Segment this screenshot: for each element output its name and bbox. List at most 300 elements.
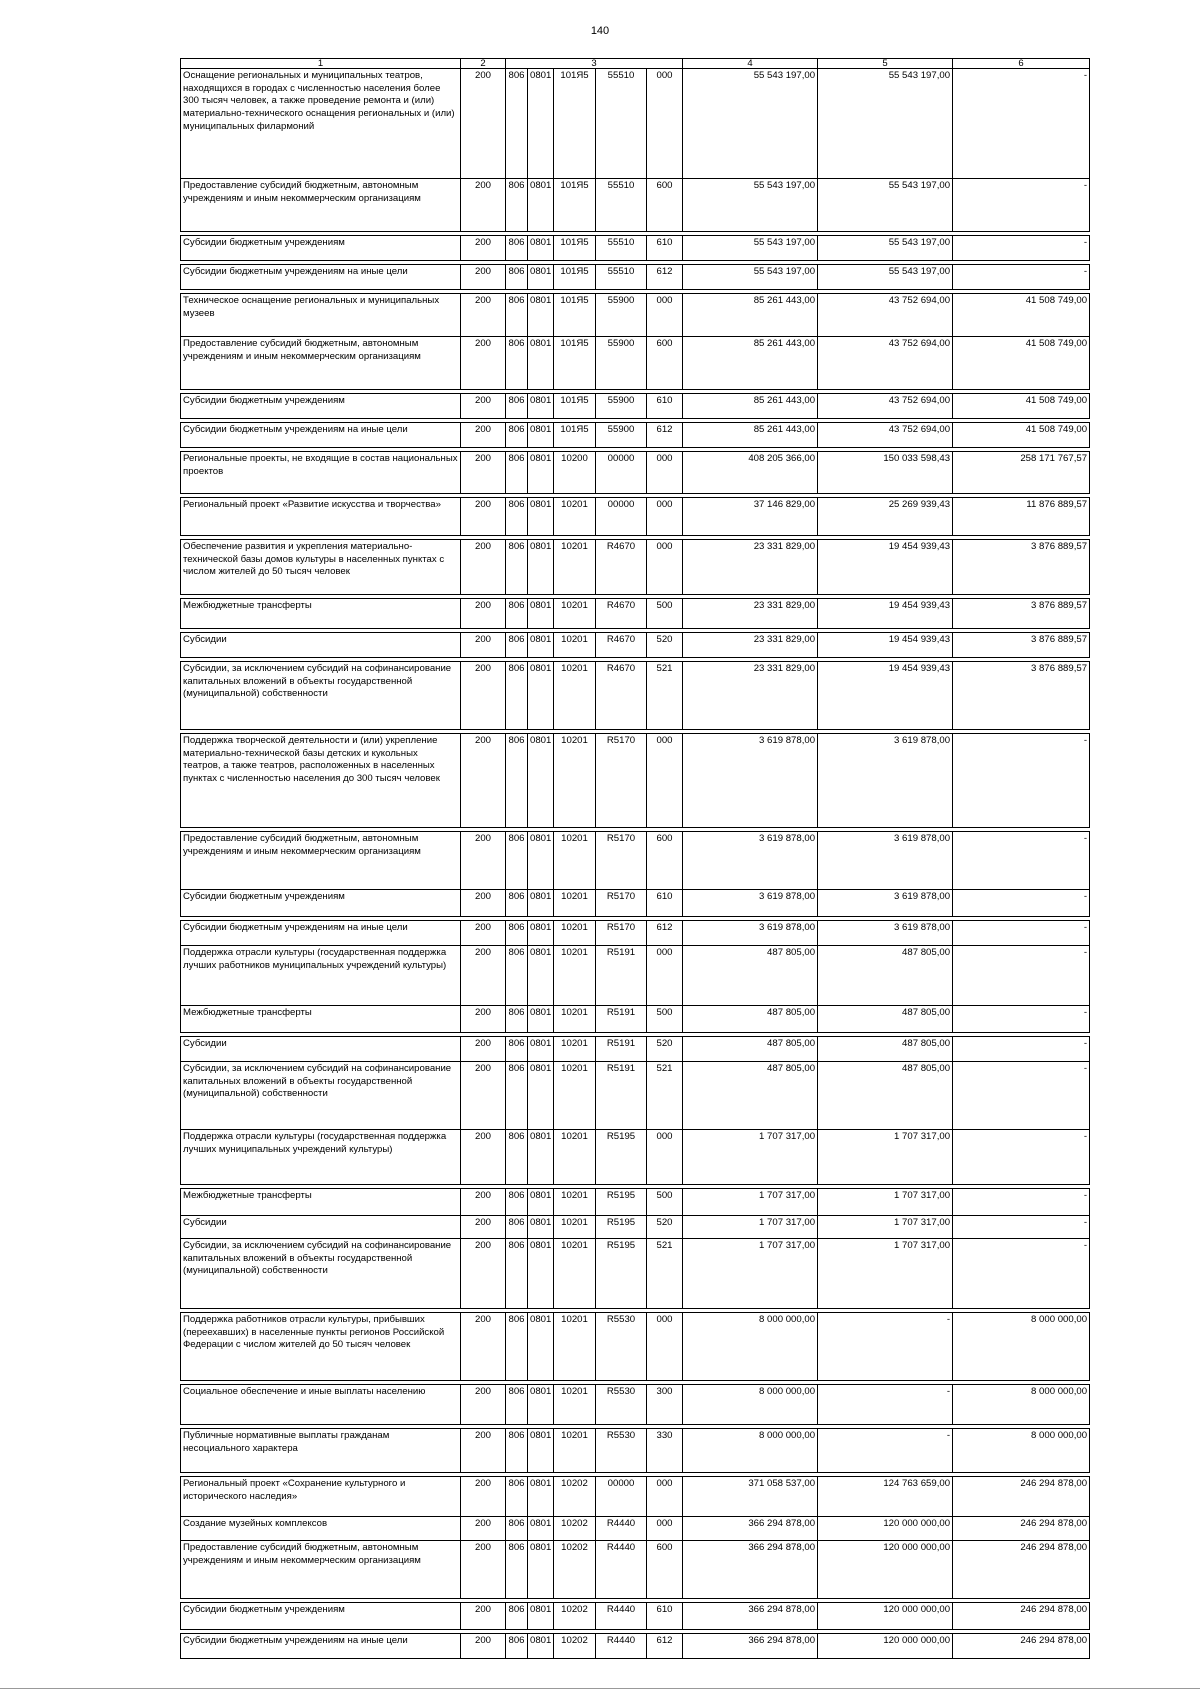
code-col2-cell: 200 <box>461 1037 506 1062</box>
code-col2-cell: 200 <box>461 1634 506 1659</box>
code-direction-cell: R4440 <box>596 1634 647 1659</box>
code-section-cell: 0801 <box>528 498 554 536</box>
table-row <box>181 1062 1090 1130</box>
code-section-cell: 0801 <box>528 890 554 917</box>
amount-col5-cell: 55 543 197,00 <box>818 236 953 261</box>
code-section-cell: 0801 <box>528 921 554 946</box>
code-section-cell: 0801 <box>528 337 554 390</box>
amount-col6-cell: - <box>953 946 1090 1006</box>
amount-col4-cell: 23 331 829,00 <box>683 540 818 595</box>
amount-col4-cell: 23 331 829,00 <box>683 662 818 730</box>
code-col2-cell: 200 <box>461 423 506 448</box>
item-name-cell: Субсидии бюджетным учреждениям <box>181 394 461 419</box>
code-ministry-cell: 806 <box>506 1517 528 1541</box>
code-expense-type-cell: 000 <box>647 1313 683 1381</box>
code-col2-cell: 200 <box>461 921 506 946</box>
amount-col6-cell: 41 508 749,00 <box>953 423 1090 448</box>
table-row <box>181 1239 1090 1309</box>
code-col2-cell: 200 <box>461 599 506 629</box>
code-ministry-cell: 806 <box>506 294 528 337</box>
amount-col5-cell: 487 805,00 <box>818 946 953 1006</box>
item-name-cell: Региональный проект «Сохранение культурного и исторического наследия» <box>181 1477 461 1517</box>
code-col2-cell: 200 <box>461 1006 506 1033</box>
table-row <box>181 1429 1090 1473</box>
code-program-cell: 10201 <box>554 1239 596 1309</box>
code-ministry-cell: 806 <box>506 921 528 946</box>
amount-col5-cell: 487 805,00 <box>818 1062 953 1130</box>
code-col2-cell: 200 <box>461 1603 506 1630</box>
code-direction-cell: R5530 <box>596 1429 647 1473</box>
code-ministry-cell: 806 <box>506 1037 528 1062</box>
code-direction-cell: R4670 <box>596 540 647 595</box>
amount-col4-cell: 1 707 317,00 <box>683 1239 818 1309</box>
amount-col6-cell: - <box>953 69 1090 179</box>
code-direction-cell: 00000 <box>596 498 647 536</box>
amount-col4-cell: 8 000 000,00 <box>683 1313 818 1381</box>
table-row <box>181 1634 1090 1659</box>
code-expense-type-cell: 520 <box>647 633 683 658</box>
code-section-cell: 0801 <box>528 1216 554 1239</box>
code-ministry-cell: 806 <box>506 69 528 179</box>
code-ministry-cell: 806 <box>506 1477 528 1517</box>
code-col2-cell: 200 <box>461 337 506 390</box>
code-direction-cell: R5530 <box>596 1313 647 1381</box>
code-ministry-cell: 806 <box>506 1541 528 1599</box>
table-row <box>181 1130 1090 1185</box>
table-row <box>181 179 1090 232</box>
header-cell-5: 5 <box>818 59 953 69</box>
code-program-cell: 101Я5 <box>554 423 596 448</box>
amount-col6-cell: - <box>953 1189 1090 1216</box>
amount-col4-cell: 55 543 197,00 <box>683 179 818 232</box>
code-expense-type-cell: 610 <box>647 890 683 917</box>
code-program-cell: 10201 <box>554 498 596 536</box>
table-row <box>181 1006 1090 1033</box>
table-row <box>181 662 1090 730</box>
item-name-cell: Предоставление субсидий бюджетным, автономным учреждениям и иным некоммерческим организациям <box>181 1541 461 1599</box>
amount-col6-cell: - <box>953 1130 1090 1185</box>
code-expense-type-cell: 000 <box>647 498 683 536</box>
code-section-cell: 0801 <box>528 633 554 658</box>
code-direction-cell: R5195 <box>596 1239 647 1309</box>
item-name-cell: Межбюджетные трансферты <box>181 599 461 629</box>
amount-col6-cell: 3 876 889,57 <box>953 599 1090 629</box>
item-name-cell: Субсидии бюджетным учреждениям на иные цели <box>181 921 461 946</box>
amount-col4-cell: 366 294 878,00 <box>683 1603 818 1630</box>
code-section-cell: 0801 <box>528 294 554 337</box>
code-direction-cell: 55510 <box>596 236 647 261</box>
code-program-cell: 10202 <box>554 1634 596 1659</box>
header-cell-4: 4 <box>683 59 818 69</box>
code-col2-cell: 200 <box>461 1189 506 1216</box>
table-row <box>181 337 1090 390</box>
code-ministry-cell: 806 <box>506 1239 528 1309</box>
amount-col6-cell: - <box>953 1216 1090 1239</box>
code-expense-type-cell: 612 <box>647 423 683 448</box>
code-direction-cell: R5170 <box>596 890 647 917</box>
amount-col6-cell: - <box>953 921 1090 946</box>
table-row <box>181 423 1090 448</box>
code-col2-cell: 200 <box>461 179 506 232</box>
amount-col4-cell: 85 261 443,00 <box>683 394 818 419</box>
code-ministry-cell: 806 <box>506 1429 528 1473</box>
amount-col5-cell: 3 619 878,00 <box>818 734 953 828</box>
table-row <box>181 1385 1090 1425</box>
code-ministry-cell: 806 <box>506 890 528 917</box>
code-program-cell: 10201 <box>554 1062 596 1130</box>
code-ministry-cell: 806 <box>506 946 528 1006</box>
amount-col5-cell: 120 000 000,00 <box>818 1517 953 1541</box>
code-program-cell: 10201 <box>554 921 596 946</box>
code-col2-cell: 200 <box>461 734 506 828</box>
code-program-cell: 10201 <box>554 890 596 917</box>
code-ministry-cell: 806 <box>506 1130 528 1185</box>
code-expense-type-cell: 000 <box>647 452 683 494</box>
code-section-cell: 0801 <box>528 423 554 448</box>
code-expense-type-cell: 520 <box>647 1216 683 1239</box>
code-section-cell: 0801 <box>528 179 554 232</box>
amount-col5-cell: 1 707 317,00 <box>818 1189 953 1216</box>
amount-col5-cell: 120 000 000,00 <box>818 1541 953 1599</box>
amount-col4-cell: 3 619 878,00 <box>683 921 818 946</box>
amount-col4-cell: 85 261 443,00 <box>683 294 818 337</box>
code-ministry-cell: 806 <box>506 1062 528 1130</box>
code-ministry-cell: 806 <box>506 662 528 730</box>
code-program-cell: 10202 <box>554 1541 596 1599</box>
code-expense-type-cell: 000 <box>647 1130 683 1185</box>
code-ministry-cell: 806 <box>506 337 528 390</box>
item-name-cell: Поддержка отрасли культуры (государственная поддержка лучших муниципальных учреждений культуры) <box>181 1130 461 1185</box>
table-row <box>181 599 1090 629</box>
code-section-cell: 0801 <box>528 69 554 179</box>
code-expense-type-cell: 521 <box>647 1239 683 1309</box>
code-col2-cell: 200 <box>461 662 506 730</box>
table-row <box>181 236 1090 261</box>
item-name-cell: Поддержка работников отрасли культуры, прибывших (переехавших) в населенные пункты регионов Российской Федерации с числом жителей до 50 тысяч человек <box>181 1313 461 1381</box>
code-section-cell: 0801 <box>528 1006 554 1033</box>
code-program-cell: 10200 <box>554 452 596 494</box>
item-name-cell: Социальное обеспечение и иные выплаты населению <box>181 1385 461 1425</box>
code-ministry-cell: 806 <box>506 599 528 629</box>
item-name-cell: Предоставление субсидий бюджетным, автономным учреждениям и иным некоммерческим организациям <box>181 832 461 890</box>
code-direction-cell: 55900 <box>596 394 647 419</box>
code-direction-cell: R5191 <box>596 1037 647 1062</box>
code-ministry-cell: 806 <box>506 832 528 890</box>
code-program-cell: 101Я5 <box>554 337 596 390</box>
code-col2-cell: 200 <box>461 1130 506 1185</box>
code-col2-cell: 200 <box>461 1239 506 1309</box>
code-expense-type-cell: 500 <box>647 599 683 629</box>
amount-col5-cell: 3 619 878,00 <box>818 890 953 917</box>
table-row <box>181 1541 1090 1599</box>
amount-col4-cell: 55 543 197,00 <box>683 69 818 179</box>
code-program-cell: 10201 <box>554 946 596 1006</box>
amount-col6-cell: - <box>953 236 1090 261</box>
item-name-cell: Субсидии бюджетным учреждениям на иные цели <box>181 423 461 448</box>
amount-col6-cell: - <box>953 1062 1090 1130</box>
header-row <box>181 59 1090 69</box>
code-ministry-cell: 806 <box>506 498 528 536</box>
code-program-cell: 10201 <box>554 1037 596 1062</box>
amount-col4-cell: 1 707 317,00 <box>683 1189 818 1216</box>
amount-col5-cell: 120 000 000,00 <box>818 1634 953 1659</box>
code-direction-cell: R5191 <box>596 1006 647 1033</box>
code-program-cell: 10202 <box>554 1603 596 1630</box>
amount-col6-cell: 11 876 889,57 <box>953 498 1090 536</box>
code-col2-cell: 200 <box>461 1541 506 1599</box>
amount-col4-cell: 23 331 829,00 <box>683 599 818 629</box>
code-expense-type-cell: 330 <box>647 1429 683 1473</box>
table-row <box>181 452 1090 494</box>
code-program-cell: 10202 <box>554 1477 596 1517</box>
code-ministry-cell: 806 <box>506 1603 528 1630</box>
code-program-cell: 10201 <box>554 832 596 890</box>
code-expense-type-cell: 521 <box>647 1062 683 1130</box>
code-expense-type-cell: 610 <box>647 1603 683 1630</box>
amount-col4-cell: 55 543 197,00 <box>683 265 818 290</box>
page-number: 140 <box>590 25 610 37</box>
code-col2-cell: 200 <box>461 1385 506 1425</box>
code-direction-cell: R4440 <box>596 1541 647 1599</box>
amount-col5-cell: 19 454 939,43 <box>818 633 953 658</box>
amount-col5-cell: - <box>818 1429 953 1473</box>
code-section-cell: 0801 <box>528 1037 554 1062</box>
amount-col5-cell: 55 543 197,00 <box>818 179 953 232</box>
code-expense-type-cell: 300 <box>647 1385 683 1425</box>
table-row <box>181 394 1090 419</box>
code-expense-type-cell: 612 <box>647 1634 683 1659</box>
code-ministry-cell: 806 <box>506 1006 528 1033</box>
code-program-cell: 10201 <box>554 540 596 595</box>
code-expense-type-cell: 000 <box>647 294 683 337</box>
amount-col5-cell: 55 543 197,00 <box>818 69 953 179</box>
amount-col6-cell: 41 508 749,00 <box>953 294 1090 337</box>
code-direction-cell: 55510 <box>596 179 647 232</box>
code-direction-cell: 55900 <box>596 423 647 448</box>
item-name-cell: Создание музейных комплексов <box>181 1517 461 1541</box>
item-name-cell: Межбюджетные трансферты <box>181 1189 461 1216</box>
table-row <box>181 1517 1090 1541</box>
table-row <box>181 1189 1090 1216</box>
table-row <box>181 832 1090 890</box>
code-program-cell: 101Я5 <box>554 294 596 337</box>
amount-col6-cell: 41 508 749,00 <box>953 394 1090 419</box>
table-row <box>181 498 1090 536</box>
code-section-cell: 0801 <box>528 452 554 494</box>
code-section-cell: 0801 <box>528 394 554 419</box>
code-direction-cell: 55510 <box>596 265 647 290</box>
code-section-cell: 0801 <box>528 832 554 890</box>
code-program-cell: 101Я5 <box>554 179 596 232</box>
code-col2-cell: 200 <box>461 394 506 419</box>
code-expense-type-cell: 610 <box>647 394 683 419</box>
header-cell-3: 3 <box>506 59 683 69</box>
item-name-cell: Поддержка отрасли культуры (государственная поддержка лучших работников муниципальных учреждений культуры) <box>181 946 461 1006</box>
code-col2-cell: 200 <box>461 1429 506 1473</box>
code-direction-cell: 55900 <box>596 337 647 390</box>
amount-col5-cell: 43 752 694,00 <box>818 394 953 419</box>
code-ministry-cell: 806 <box>506 1385 528 1425</box>
code-col2-cell: 200 <box>461 832 506 890</box>
amount-col4-cell: 366 294 878,00 <box>683 1517 818 1541</box>
code-program-cell: 10201 <box>554 662 596 730</box>
code-ministry-cell: 806 <box>506 452 528 494</box>
amount-col6-cell: 3 876 889,57 <box>953 662 1090 730</box>
code-program-cell: 101Я5 <box>554 236 596 261</box>
code-program-cell: 101Я5 <box>554 265 596 290</box>
amount-col4-cell: 37 146 829,00 <box>683 498 818 536</box>
amount-col5-cell: 19 454 939,43 <box>818 599 953 629</box>
amount-col5-cell: 3 619 878,00 <box>818 832 953 890</box>
item-name-cell: Региональный проект «Развитие искусства и творчества» <box>181 498 461 536</box>
amount-col4-cell: 487 805,00 <box>683 1006 818 1033</box>
amount-col6-cell: - <box>953 1006 1090 1033</box>
code-expense-type-cell: 610 <box>647 236 683 261</box>
code-program-cell: 10201 <box>554 1189 596 1216</box>
code-ministry-cell: 806 <box>506 1216 528 1239</box>
code-direction-cell: R5195 <box>596 1189 647 1216</box>
amount-col4-cell: 487 805,00 <box>683 946 818 1006</box>
amount-col6-cell: 8 000 000,00 <box>953 1313 1090 1381</box>
amount-col6-cell: 246 294 878,00 <box>953 1517 1090 1541</box>
header-cell-2: 2 <box>461 59 506 69</box>
code-direction-cell: R5191 <box>596 946 647 1006</box>
code-section-cell: 0801 <box>528 1634 554 1659</box>
code-program-cell: 10201 <box>554 1385 596 1425</box>
code-program-cell: 101Я5 <box>554 69 596 179</box>
amount-col5-cell: 43 752 694,00 <box>818 337 953 390</box>
amount-col6-cell: 258 171 767,57 <box>953 452 1090 494</box>
code-direction-cell: R5195 <box>596 1130 647 1185</box>
code-direction-cell: R5195 <box>596 1216 647 1239</box>
item-name-cell: Субсидии бюджетным учреждениям <box>181 236 461 261</box>
code-section-cell: 0801 <box>528 265 554 290</box>
item-name-cell: Обеспечение развития и укрепления материально-технической базы домов культуры в населенных пунктах с числом жителей до 50 тысяч человек <box>181 540 461 595</box>
amount-col6-cell: - <box>953 179 1090 232</box>
code-ministry-cell: 806 <box>506 236 528 261</box>
code-ministry-cell: 806 <box>506 633 528 658</box>
header-cell-6: 6 <box>953 59 1090 69</box>
code-direction-cell: 55900 <box>596 294 647 337</box>
code-section-cell: 0801 <box>528 1477 554 1517</box>
amount-col6-cell: - <box>953 890 1090 917</box>
amount-col6-cell: 8 000 000,00 <box>953 1385 1090 1425</box>
item-name-cell: Субсидии <box>181 633 461 658</box>
code-expense-type-cell: 612 <box>647 265 683 290</box>
item-name-cell: Субсидии бюджетным учреждениям <box>181 1603 461 1630</box>
table-row <box>181 69 1090 179</box>
amount-col6-cell: 246 294 878,00 <box>953 1477 1090 1517</box>
table-row <box>181 1313 1090 1381</box>
amount-col5-cell: 43 752 694,00 <box>818 294 953 337</box>
table-row <box>181 1477 1090 1517</box>
amount-col5-cell: 150 033 598,43 <box>818 452 953 494</box>
code-ministry-cell: 806 <box>506 734 528 828</box>
amount-col6-cell: 3 876 889,57 <box>953 540 1090 595</box>
amount-col5-cell: 55 543 197,00 <box>818 265 953 290</box>
code-expense-type-cell: 521 <box>647 662 683 730</box>
header-cell-1: 1 <box>181 59 461 69</box>
code-program-cell: 10201 <box>554 1429 596 1473</box>
code-section-cell: 0801 <box>528 1517 554 1541</box>
code-program-cell: 10201 <box>554 1313 596 1381</box>
code-program-cell: 10201 <box>554 1130 596 1185</box>
code-program-cell: 10201 <box>554 734 596 828</box>
amount-col5-cell: 120 000 000,00 <box>818 1603 953 1630</box>
code-col2-cell: 200 <box>461 540 506 595</box>
code-expense-type-cell: 000 <box>647 734 683 828</box>
item-name-cell: Субсидии бюджетным учреждениям <box>181 890 461 917</box>
amount-col6-cell: - <box>953 832 1090 890</box>
table-body <box>181 59 1090 1659</box>
amount-col4-cell: 371 058 537,00 <box>683 1477 818 1517</box>
table-row <box>181 1216 1090 1239</box>
code-section-cell: 0801 <box>528 1239 554 1309</box>
amount-col5-cell: 19 454 939,43 <box>818 662 953 730</box>
item-name-cell: Субсидии, за исключением субсидий на софинансирование капитальных вложений в объекты государственной (муниципальной) собственности <box>181 662 461 730</box>
code-section-cell: 0801 <box>528 662 554 730</box>
code-section-cell: 0801 <box>528 1541 554 1599</box>
code-program-cell: 10201 <box>554 633 596 658</box>
amount-col6-cell: - <box>953 265 1090 290</box>
item-name-cell: Предоставление субсидий бюджетным, автономным учреждениям и иным некоммерческим организациям <box>181 179 461 232</box>
code-expense-type-cell: 500 <box>647 1006 683 1033</box>
code-direction-cell: R5170 <box>596 921 647 946</box>
item-name-cell: Субсидии <box>181 1037 461 1062</box>
amount-col4-cell: 487 805,00 <box>683 1062 818 1130</box>
item-name-cell: Публичные нормативные выплаты гражданам несоциального характера <box>181 1429 461 1473</box>
code-section-cell: 0801 <box>528 734 554 828</box>
code-section-cell: 0801 <box>528 1189 554 1216</box>
code-expense-type-cell: 600 <box>647 179 683 232</box>
code-col2-cell: 200 <box>461 236 506 261</box>
amount-col4-cell: 8 000 000,00 <box>683 1385 818 1425</box>
amount-col5-cell: 3 619 878,00 <box>818 921 953 946</box>
amount-col4-cell: 3 619 878,00 <box>683 832 818 890</box>
code-ministry-cell: 806 <box>506 265 528 290</box>
item-name-cell: Субсидии, за исключением субсидий на софинансирование капитальных вложений в объекты государственной (муниципальной) собственности <box>181 1062 461 1130</box>
code-program-cell: 10201 <box>554 599 596 629</box>
code-expense-type-cell: 600 <box>647 832 683 890</box>
code-ministry-cell: 806 <box>506 179 528 232</box>
code-col2-cell: 200 <box>461 1477 506 1517</box>
amount-col5-cell: 487 805,00 <box>818 1006 953 1033</box>
code-expense-type-cell: 500 <box>647 1189 683 1216</box>
code-expense-type-cell: 520 <box>647 1037 683 1062</box>
code-ministry-cell: 806 <box>506 1634 528 1659</box>
amount-col4-cell: 408 205 366,00 <box>683 452 818 494</box>
amount-col6-cell: 8 000 000,00 <box>953 1429 1090 1473</box>
amount-col6-cell: 246 294 878,00 <box>953 1634 1090 1659</box>
code-program-cell: 10202 <box>554 1517 596 1541</box>
code-expense-type-cell: 612 <box>647 921 683 946</box>
code-expense-type-cell: 600 <box>647 337 683 390</box>
table-row <box>181 1037 1090 1062</box>
item-name-cell: Техническое оснащение региональных и муниципальных музеев <box>181 294 461 337</box>
code-program-cell: 10201 <box>554 1006 596 1033</box>
code-section-cell: 0801 <box>528 236 554 261</box>
table-row <box>181 946 1090 1006</box>
amount-col5-cell: 124 763 659,00 <box>818 1477 953 1517</box>
code-direction-cell: R4670 <box>596 599 647 629</box>
amount-col5-cell: 25 269 939,43 <box>818 498 953 536</box>
item-name-cell: Субсидии <box>181 1216 461 1239</box>
amount-col6-cell: - <box>953 1037 1090 1062</box>
code-section-cell: 0801 <box>528 1130 554 1185</box>
code-direction-cell: 55510 <box>596 69 647 179</box>
table-row <box>181 540 1090 595</box>
amount-col5-cell: 487 805,00 <box>818 1037 953 1062</box>
